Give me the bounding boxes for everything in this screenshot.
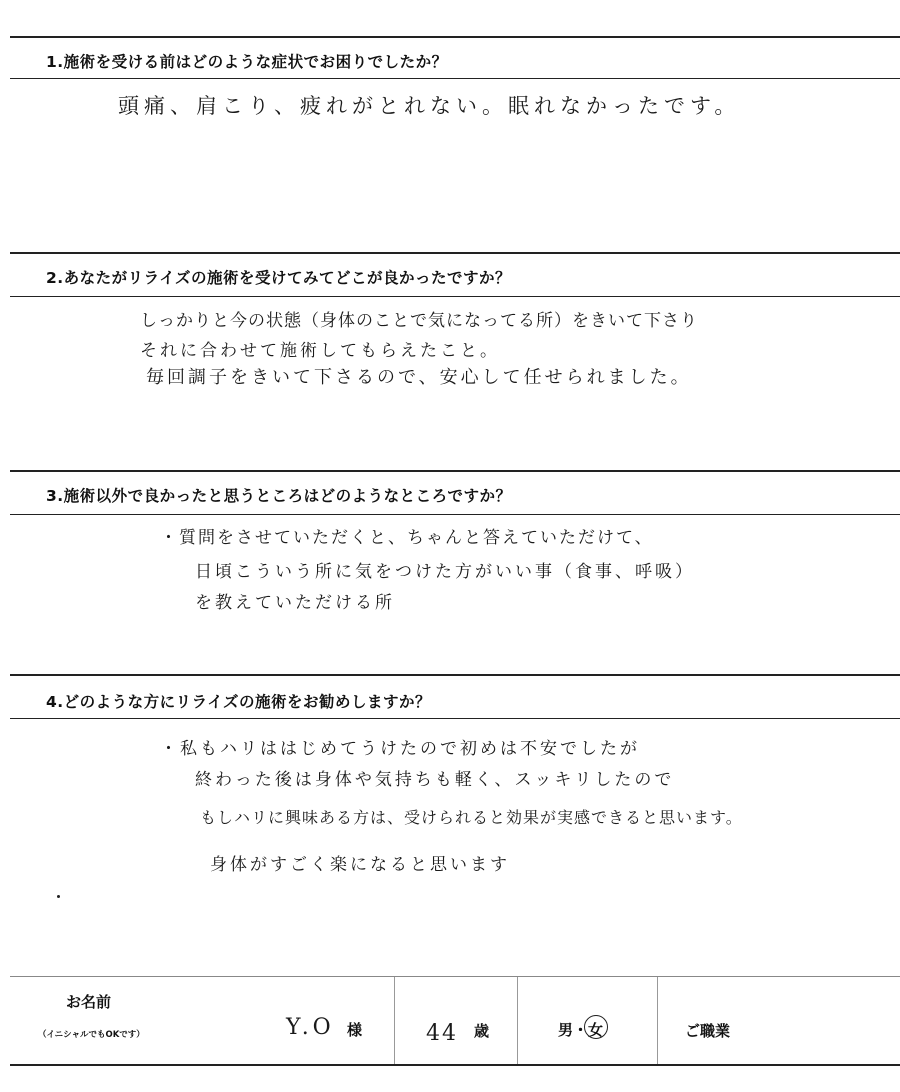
- question-2-title: 2.あなたがリライズの施術を受けてみてどこが良かったですか？: [46, 269, 512, 287]
- name-note: （イニシャルでもOKです）: [38, 1030, 145, 1040]
- section-1-title-rule: [10, 78, 900, 79]
- answer-2-line-2: それに合わせて施術してもらえたこと。: [140, 341, 500, 361]
- answer-4-line-4: 身体がすごく楽になると思います: [210, 855, 510, 875]
- answer-1-line-1: 頭痛、肩こり、疲れがとれない。眠れなかったです。: [118, 94, 741, 118]
- gender-female-label: 女: [588, 1019, 603, 1040]
- section-2-top-rule: [10, 252, 900, 254]
- age-unit-label: 歳: [474, 1022, 490, 1040]
- footer-divider-3: [657, 977, 658, 1064]
- answer-3-line-1: ・質問をさせていただくと、ちゃんと答えていただけて、: [160, 528, 654, 548]
- footer-top-rule: [10, 976, 900, 977]
- section-3-top-rule: [10, 470, 900, 472]
- answer-3-line-2: 日頃こういう所に気をつけた方がいい事（食事、呼吸）: [195, 562, 695, 582]
- name-label: お名前: [66, 993, 112, 1011]
- answer-2-line-3: 毎回調子をきいて下さるので、安心して任せられました。: [146, 367, 692, 388]
- question-4-title: 4.どのような方にリライズの施術をお勧めしますか？: [46, 693, 432, 711]
- footer-divider-2: [517, 977, 518, 1064]
- gender-separator: ・: [573, 1021, 589, 1039]
- section-2-title-rule: [10, 296, 900, 297]
- answer-4-line-1: ・私もハリははじめてうけたので初めは不安でしたが: [160, 739, 640, 759]
- name-value: Y.O: [286, 1015, 335, 1040]
- stray-ink-mark: [57, 895, 60, 898]
- footer-divider-1: [394, 977, 395, 1064]
- answer-4-line-3: もしハリに興味ある方は、受けられると効果が実感できると思います。: [200, 808, 743, 827]
- honorific-label: 様: [347, 1021, 363, 1039]
- answer-4-line-2: 終わった後は身体や気持ちも軽く、スッキリしたので: [195, 770, 675, 790]
- answer-2-line-1: しっかりと今の状態（身体のことで気になってる所）をきいて下さり: [140, 311, 698, 331]
- occupation-label: ご職業: [685, 1022, 731, 1040]
- section-3-title-rule: [10, 514, 900, 515]
- question-3-title: 3.施術以外で良かったと思うところはどのようなところですか？: [46, 487, 512, 505]
- answer-3-line-3: を教えていただける所: [195, 593, 395, 613]
- gender-field: [558, 1019, 603, 1040]
- section-4-top-rule: [10, 674, 900, 676]
- gender-male-label: 男: [558, 1021, 574, 1039]
- section-4-title-rule: [10, 718, 900, 719]
- question-1-title: 1.施術を受ける前はどのような症状でお困りでしたか？: [46, 53, 448, 71]
- gender-circle-mark: [584, 1015, 608, 1039]
- section-1-top-rule: [10, 36, 900, 38]
- age-value: 44: [426, 1021, 458, 1046]
- footer-bottom-rule: [10, 1064, 900, 1066]
